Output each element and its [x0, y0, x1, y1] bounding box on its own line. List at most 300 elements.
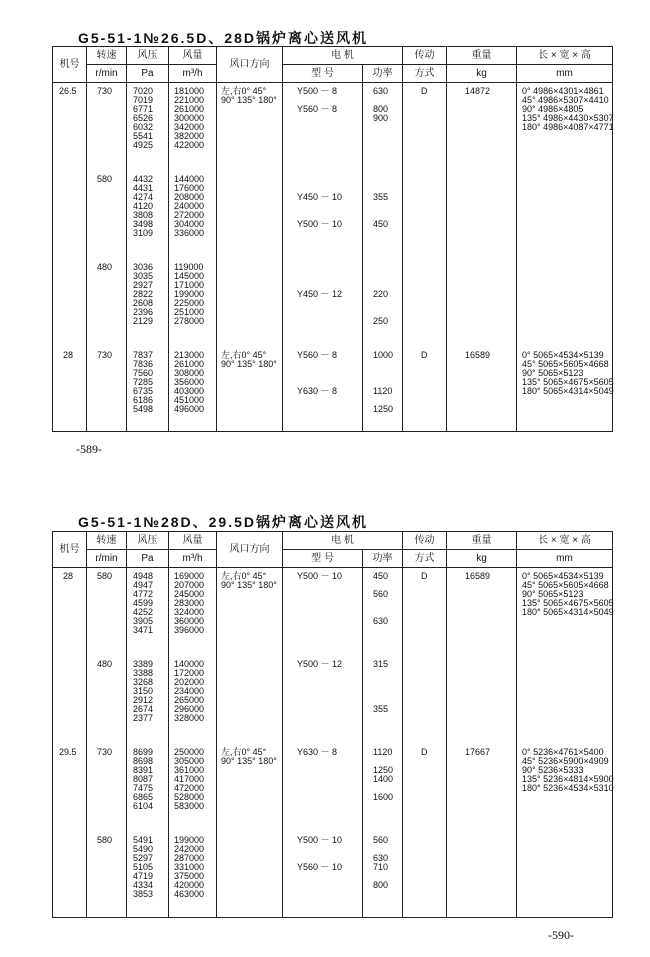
flow-value: 356000: [174, 377, 205, 387]
motor-model: [297, 757, 337, 766]
direction-line: 90° 135° 180°: [221, 580, 277, 590]
pressure-list: [133, 175, 153, 238]
motor-model-list: [297, 572, 342, 635]
header-weight: 重量: [471, 50, 492, 61]
flow-value: 361000: [174, 765, 205, 775]
flow-value: 342000: [174, 122, 205, 132]
pressure-value: 3036: [133, 262, 154, 272]
motor-power: [373, 687, 388, 696]
speed-value: 580: [97, 174, 113, 184]
pressure-value: 5297: [133, 853, 154, 863]
flow-value: 375000: [174, 871, 205, 881]
motor-model: [297, 714, 342, 723]
motor-model-list: [297, 263, 342, 326]
flow-value: 305000: [174, 756, 205, 766]
pressure-value: 7475: [133, 783, 154, 793]
flow-value: 496000: [174, 404, 205, 414]
col-dims: [517, 568, 613, 918]
motor-power: [373, 263, 388, 272]
pressure-value: 8087: [133, 774, 154, 784]
flow-list: [174, 748, 204, 811]
fan-spec-table-590: [52, 531, 613, 918]
pressure-value: 4334: [133, 880, 154, 890]
motor-model: [297, 705, 342, 714]
pressure-value: 3035: [133, 271, 154, 281]
col-direction: [217, 568, 283, 918]
header-flow-unit: m³/h: [169, 65, 217, 83]
header-drive-2: 方式: [403, 550, 447, 568]
flow-value: 417000: [174, 774, 205, 784]
col-pressure: [127, 83, 169, 432]
motor-power: [373, 229, 388, 238]
pressure-value: 2396: [133, 307, 154, 317]
flow-value: 169000: [174, 571, 205, 581]
pressure-value: 7560: [133, 368, 154, 378]
flow-value: 119000: [174, 262, 204, 272]
flow-value: 242000: [174, 844, 205, 854]
flow-value: 396000: [174, 625, 205, 635]
pressure-value: 8698: [133, 756, 154, 766]
motor-power: 450: [373, 571, 389, 581]
flow-value: 382000: [174, 131, 205, 141]
motor-model: [297, 308, 342, 317]
header-drive: 传动: [414, 50, 435, 61]
direction-line: 90° 135° 180°: [221, 359, 277, 369]
flow-value: 265000: [174, 695, 205, 705]
col-drive: [403, 568, 447, 918]
col-drive: [403, 83, 447, 432]
header-drive-2: 方式: [403, 65, 447, 83]
pressure-value: 7285: [133, 377, 154, 387]
flow-value: 172000: [174, 668, 205, 678]
motor-model: [297, 272, 342, 281]
speed-value: 730: [97, 350, 113, 360]
flow-value: 300000: [174, 113, 205, 123]
pressure-value: 2129: [133, 316, 154, 326]
fan-no: 28: [63, 350, 74, 360]
header-motor-model: 型 号: [283, 550, 363, 568]
motor-power: [373, 802, 393, 811]
motor-power: 1000: [373, 350, 394, 360]
col-pressure: [127, 568, 169, 918]
motor-power-list: [373, 660, 388, 723]
pressure-value: 2377: [133, 713, 154, 723]
motor-model: Y500 － 12: [297, 659, 343, 669]
motor-power: [373, 599, 388, 608]
direction-line: 左,右0° 45°: [221, 350, 267, 360]
motor-power: 1600: [373, 792, 394, 802]
page-title-589: G5-51-1№26.5D、28D锅炉离心送风机: [78, 30, 369, 46]
flow-value: 207000: [174, 580, 205, 590]
pressure-value: 3808: [133, 210, 154, 220]
motor-model: [297, 369, 337, 378]
speed-value: 580: [97, 571, 113, 581]
motor-model: [297, 396, 337, 405]
pressure-value: 4719: [133, 871, 154, 881]
drive-type: D: [421, 86, 428, 96]
motor-model: [297, 793, 337, 802]
motor-model: Y630 － 8: [297, 386, 338, 396]
motor-model: Y560 － 8: [297, 104, 338, 114]
pressure-value: 6865: [133, 792, 154, 802]
motor-model: [297, 845, 342, 854]
motor-model: Y630 － 8: [297, 747, 338, 757]
motor-power: [373, 141, 388, 150]
flow-value: 181000: [174, 86, 205, 96]
motor-model: [297, 114, 337, 123]
pressure-value: 6032: [133, 122, 154, 132]
pressure-value: 8391: [133, 765, 154, 775]
flow-value: 331000: [174, 862, 205, 872]
pressure-value: 4947: [133, 580, 154, 590]
motor-power: [373, 272, 388, 281]
page-number: -589-: [76, 442, 102, 456]
motor-model: [297, 590, 342, 599]
motor-power: [373, 175, 388, 184]
drive-type: D: [421, 571, 428, 581]
drive-type: D: [421, 350, 428, 360]
weight-value: 14872: [465, 86, 491, 96]
flow-value: 272000: [174, 210, 205, 220]
flow-list: [174, 175, 204, 238]
flow-value: 261000: [174, 359, 205, 369]
motor-model: [297, 802, 337, 811]
header-drive: 传动: [414, 535, 435, 546]
flow-value: 463000: [174, 889, 205, 899]
motor-power: [373, 890, 388, 899]
pressure-list: [133, 351, 153, 414]
motor-power: [373, 123, 388, 132]
motor-model: [297, 299, 342, 308]
motor-power: 1400: [373, 774, 394, 784]
flow-value: 296000: [174, 704, 205, 714]
flow-value: 245000: [174, 589, 205, 599]
motor-power: 900: [373, 113, 389, 123]
header-speed: 转速: [96, 535, 117, 546]
motor-model: Y450 － 10: [297, 192, 343, 202]
motor-model: [297, 881, 342, 890]
pressure-value: 8699: [133, 747, 154, 757]
pressure-value: 6186: [133, 395, 154, 405]
pressure-value: 2608: [133, 298, 154, 308]
pressure-value: 3389: [133, 659, 154, 669]
motor-power: 630: [373, 616, 389, 626]
col-speed: [87, 568, 127, 918]
dims-list: [522, 351, 614, 396]
direction-line: 左,右0° 45°: [221, 747, 267, 757]
motor-model: [297, 608, 342, 617]
motor-model: [297, 581, 342, 590]
pressure-value: 6104: [133, 801, 154, 811]
motor-power-list: [373, 748, 393, 811]
motor-model: Y560 － 8: [297, 350, 338, 360]
header-dims: 长 × 宽 × 高: [538, 535, 591, 546]
motor-power-list: [373, 351, 393, 414]
direction-line: 左,右0° 45°: [221, 86, 267, 96]
motor-model: [297, 784, 337, 793]
pressure-value: 4274: [133, 192, 154, 202]
motor-model: Y500 － 8: [297, 86, 338, 96]
flow-value: 403000: [174, 386, 205, 396]
flow-value: 304000: [174, 219, 205, 229]
motor-power: [373, 669, 388, 678]
pressure-value: 3905: [133, 616, 154, 626]
weight-value: 17667: [465, 747, 491, 757]
dims-line: 180° 4986×4087×4771: [522, 122, 614, 132]
dims-line: 135° 5236×4814×5900: [522, 774, 614, 784]
col-direction: [217, 83, 283, 432]
flow-value: 251000: [174, 307, 205, 317]
header-pressure: 风压: [137, 535, 158, 546]
pressure-value: 4772: [133, 589, 154, 599]
direction-text: [221, 748, 277, 766]
pressure-value: 5541: [133, 131, 154, 141]
header-flow: 风量: [182, 50, 203, 61]
motor-power: 710: [373, 862, 389, 872]
pressure-value: 6771: [133, 104, 154, 114]
motor-model: [297, 872, 342, 881]
motor-power: 250: [373, 316, 389, 326]
motor-power-list: [373, 836, 388, 899]
motor-power: 1120: [373, 386, 393, 396]
pressure-list: [133, 263, 153, 326]
flow-list: [174, 351, 204, 414]
flow-value: 528000: [174, 792, 205, 802]
direction-line: 90° 135° 180°: [221, 756, 277, 766]
flow-value: 336000: [174, 228, 205, 238]
col-motor-power: [363, 83, 403, 432]
motor-power-list: [373, 263, 388, 326]
header-pressure-unit: Pa: [127, 65, 169, 83]
pressure-value: 4431: [133, 183, 154, 193]
pressure-value: 3150: [133, 686, 154, 696]
speed-value: 580: [97, 835, 113, 845]
header-motor: 电 机: [283, 532, 403, 550]
motor-power-list: [373, 87, 388, 150]
flow-value: 144000: [174, 174, 205, 184]
pressure-value: 2674: [133, 704, 154, 714]
dims-line: 90° 5065×5123: [522, 589, 584, 599]
flow-list: [174, 87, 204, 150]
pressure-value: 2927: [133, 280, 154, 290]
col-weight: [447, 568, 517, 918]
motor-model: Y560 － 10: [297, 862, 343, 872]
flow-value: 360000: [174, 616, 205, 626]
motor-power: 630: [373, 853, 389, 863]
dims-line: 180° 5236×4534×5310: [522, 783, 614, 793]
dims-line: 0° 5065×4534×5139: [522, 571, 604, 581]
dims-line: 45° 5065×5605×4668: [522, 359, 609, 369]
header-weight-unit: kg: [447, 550, 517, 568]
fan-no: 26.5: [59, 86, 77, 96]
header-dims: 长 × 宽 × 高: [538, 50, 591, 61]
header-pressure-unit: Pa: [127, 550, 169, 568]
speed-value: 730: [97, 86, 113, 96]
flow-value: 225000: [174, 298, 205, 308]
dims-line: 45° 5065×5605×4668: [522, 580, 609, 590]
motor-power: [373, 369, 393, 378]
flow-value: 422000: [174, 140, 205, 150]
pressure-value: 2822: [133, 289, 154, 299]
pressure-list: [133, 748, 153, 811]
motor-model: [297, 175, 342, 184]
motor-model: Y450 － 12: [297, 289, 343, 299]
motor-power: 800: [373, 104, 389, 114]
header-dims-unit: mm: [517, 550, 613, 568]
flow-value: 208000: [174, 192, 205, 202]
pressure-value: 5105: [133, 862, 154, 872]
motor-power-list: [373, 175, 388, 238]
speed-value: 480: [97, 659, 113, 669]
motor-power: 560: [373, 589, 389, 599]
flow-value: 261000: [174, 104, 205, 114]
motor-model: Y500 － 10: [297, 571, 343, 581]
motor-model-list: [297, 175, 342, 238]
motor-power: [373, 299, 388, 308]
weight-value: 16589: [465, 350, 491, 360]
pressure-value: 5491: [133, 835, 154, 845]
header-no: 机号: [53, 47, 87, 83]
dims-list: [522, 572, 614, 617]
flow-list: [174, 263, 204, 326]
flow-list: [174, 836, 204, 899]
flow-value: 324000: [174, 607, 205, 617]
pressure-value: 4599: [133, 598, 154, 608]
header-weight: 重量: [471, 535, 492, 546]
flow-value: 283000: [174, 598, 205, 608]
pressure-value: 4925: [133, 140, 154, 150]
pressure-value: 7020: [133, 86, 154, 96]
motor-model: [297, 687, 342, 696]
motor-model: [297, 202, 342, 211]
col-motor-power: [363, 568, 403, 918]
pressure-list: [133, 572, 153, 635]
weight-value: 16589: [465, 571, 491, 581]
motor-power: [373, 626, 388, 635]
header-speed-unit: r/min: [87, 65, 127, 83]
motor-model: [297, 263, 342, 272]
pressure-value: 7837: [133, 350, 154, 360]
motor-model: [297, 669, 342, 678]
flow-value: 234000: [174, 686, 205, 696]
dims-line: 180° 5065×4314×5049: [522, 607, 614, 617]
flow-value: 171000: [174, 280, 205, 290]
dims-list: [522, 87, 614, 132]
pressure-value: 3498: [133, 219, 154, 229]
header-flow-unit: m³/h: [169, 550, 217, 568]
dims-line: 45° 4986×5307×4410: [522, 95, 609, 105]
motor-power: 220: [373, 289, 389, 299]
col-dims: [517, 83, 613, 432]
pressure-list: [133, 87, 153, 150]
motor-power: [373, 132, 388, 141]
motor-model: [297, 626, 342, 635]
dims-line: 135° 5065×4675×5605: [522, 598, 614, 608]
flow-value: 308000: [174, 368, 205, 378]
pressure-value: 6526: [133, 113, 154, 123]
header-weight-unit: kg: [447, 65, 517, 83]
motor-power: 1120: [373, 747, 393, 757]
pressure-value: 4432: [133, 174, 154, 184]
col-flow: [169, 568, 217, 918]
flow-value: 176000: [174, 183, 205, 193]
flow-value: 472000: [174, 783, 205, 793]
speed-value: 730: [97, 747, 113, 757]
motor-power: 1250: [373, 765, 394, 775]
motor-model-list: [297, 748, 337, 811]
motor-model: [297, 132, 337, 141]
pressure-value: 4252: [133, 607, 154, 617]
motor-model: [297, 890, 342, 899]
dims-line: 0° 5065×4534×5139: [522, 350, 604, 360]
flow-list: [174, 660, 204, 723]
motor-power-list: [373, 572, 388, 635]
pressure-value: 5498: [133, 404, 154, 414]
dims-line: 90° 5236×5333: [522, 765, 584, 775]
dims-line: 90° 5065×5123: [522, 368, 584, 378]
motor-power: 800: [373, 880, 389, 890]
pressure-value: 6735: [133, 386, 154, 396]
flow-value: 240000: [174, 201, 205, 211]
motor-model: [297, 123, 337, 132]
dims-line: 0° 4986×4301×4861: [522, 86, 604, 96]
pressure-value: 7836: [133, 359, 154, 369]
col-motor-model: [283, 83, 363, 432]
motor-model: Y500 － 10: [297, 835, 343, 845]
header-motor: 电 机: [283, 47, 403, 65]
pressure-list: [133, 836, 153, 899]
motor-model-list: [297, 351, 337, 414]
direction-line: 左,右0° 45°: [221, 571, 267, 581]
page-number: -590-: [548, 928, 574, 942]
direction-line: 90° 135° 180°: [221, 95, 277, 105]
pressure-value: 3109: [133, 228, 154, 238]
motor-power: 355: [373, 704, 389, 714]
header-direction: 风口方向: [217, 47, 283, 83]
motor-power: 1250: [373, 404, 394, 414]
direction-text: [221, 87, 277, 105]
flow-value: 140000: [174, 659, 205, 669]
col-flow: [169, 83, 217, 432]
fan-no: 28: [63, 571, 74, 581]
dims-line: 45° 5236×5900×4909: [522, 756, 609, 766]
flow-value: 199000: [174, 289, 205, 299]
flow-value: 278000: [174, 316, 205, 326]
motor-model: [297, 360, 337, 369]
col-no: [53, 83, 87, 432]
flow-value: 420000: [174, 880, 205, 890]
header-flow: 风量: [182, 535, 203, 546]
header-motor-power: 功率: [363, 65, 403, 83]
direction-text: [221, 572, 277, 590]
dims-list: [522, 748, 614, 793]
flow-value: 145000: [174, 271, 205, 281]
motor-model-list: [297, 87, 337, 150]
header-direction: 风口方向: [217, 532, 283, 568]
dims-line: 90° 4986×4805: [522, 104, 584, 114]
motor-power: 560: [373, 835, 389, 845]
drive-type: D: [421, 747, 428, 757]
motor-model: [297, 229, 342, 238]
fan-no: 29.5: [59, 747, 77, 757]
col-weight: [447, 83, 517, 432]
header-pressure: 风压: [137, 50, 158, 61]
header-motor-model: 型 号: [283, 65, 363, 83]
motor-model: [297, 599, 342, 608]
header-motor-power: 功率: [363, 550, 403, 568]
pressure-value: 7019: [133, 95, 154, 105]
dims-line: 180° 5065×4314×5049: [522, 386, 614, 396]
